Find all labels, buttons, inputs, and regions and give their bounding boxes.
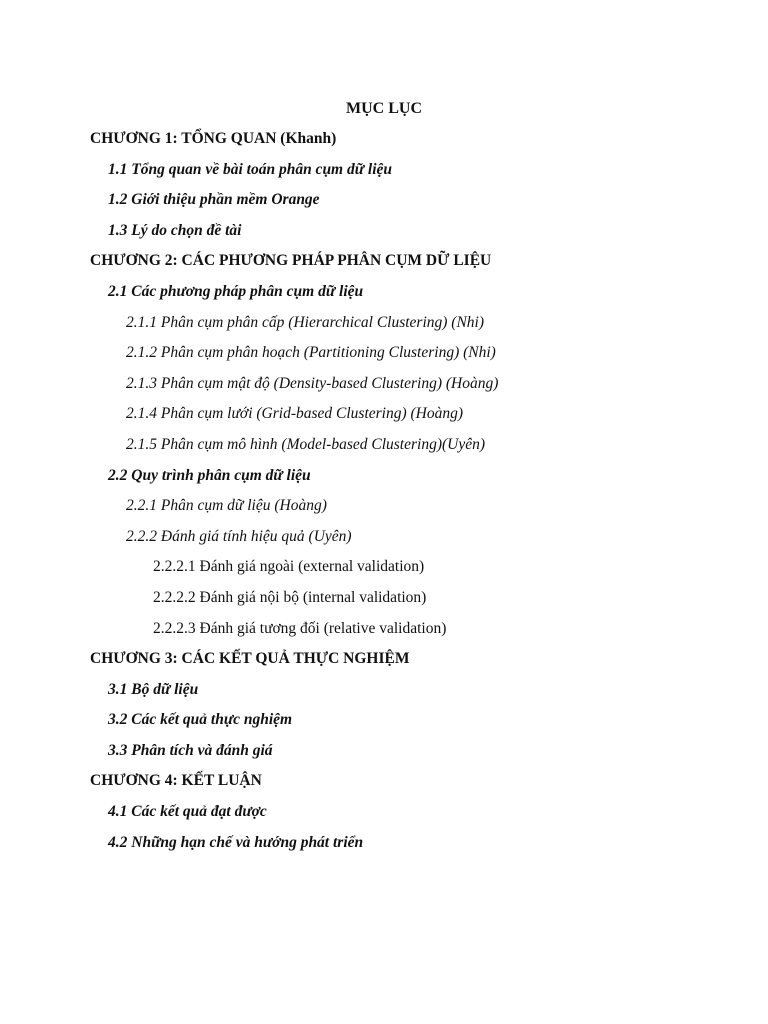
table-of-contents xyxy=(0,128,768,862)
toc-entry-section: 1.3 Lý do chọn đề tài xyxy=(108,221,242,239)
toc-entry-subsub: 2.2.2.3 Đánh giá tương đối (relative validation) xyxy=(153,619,447,637)
toc-entry-sub: 2.1.5 Phân cụm mô hình (Model-based Clustering)(Uyên) xyxy=(126,435,486,453)
toc-entry-section: 3.3 Phân tích và đánh giá xyxy=(108,741,273,759)
toc-entry-sub: 2.2.1 Phân cụm dữ liệu (Hoàng) xyxy=(126,497,327,515)
toc-entry-sub: 2.1.3 Phân cụm mật độ (Density-based Clustering) (Hoàng) xyxy=(126,374,499,392)
toc-entry-section: 4.1 Các kết quả đạt được xyxy=(108,803,267,821)
toc-entry-chapter: CHƯƠNG 4: KẾT LUẬN xyxy=(90,772,262,790)
toc-entry-section: 3.1 Bộ dữ liệu xyxy=(108,680,199,698)
toc-entry-section: 2.2 Quy trình phân cụm dữ liệu xyxy=(108,466,311,484)
page-title: MỤC LỤC xyxy=(346,100,422,117)
toc-entry-sub: 2.1.4 Phân cụm lưới (Grid-based Clustering) (Hoàng) xyxy=(126,405,464,423)
toc-entry-subsub: 2.2.2.1 Đánh giá ngoài (external validation) xyxy=(153,558,425,576)
toc-entry-chapter: CHƯƠNG 1: TỔNG QUAN (Khanh) xyxy=(90,130,337,147)
toc-entry-sub: 2.1.1 Phân cụm phân cấp (Hierarchical Clustering) (Nhi) xyxy=(126,313,485,331)
toc-entry-section: 1.2 Giới thiệu phần mềm Orange xyxy=(108,191,320,209)
toc-entry-subsub: 2.2.2.2 Đánh giá nội bộ (internal validation) xyxy=(153,588,427,606)
toc-entry-sub: 2.1.2 Phân cụm phân hoạch (Partitioning Clustering) (Nhi) xyxy=(126,344,496,362)
toc-entry-section: 3.2 Các kết quả thực nghiệm xyxy=(108,711,293,729)
toc-entry-section: 1.1 Tổng quan về bài toán phân cụm dữ liệu xyxy=(108,160,393,178)
toc-entry-section: 4.2 Những hạn chế và hướng phát triển xyxy=(108,833,364,851)
toc-entry-section: 2.1 Các phương pháp phân cụm dữ liệu xyxy=(108,282,364,300)
toc-entry-chapter: CHƯƠNG 3: CÁC KẾT QUẢ THỰC NGHIỆM xyxy=(90,650,410,668)
toc-entry-chapter: CHƯƠNG 2: CÁC PHƯƠNG PHÁP PHÂN CỤM DỮ LIỆU xyxy=(90,252,492,270)
toc-entry-sub: 2.2.2 Đánh giá tính hiệu quả (Uyên) xyxy=(126,527,352,545)
